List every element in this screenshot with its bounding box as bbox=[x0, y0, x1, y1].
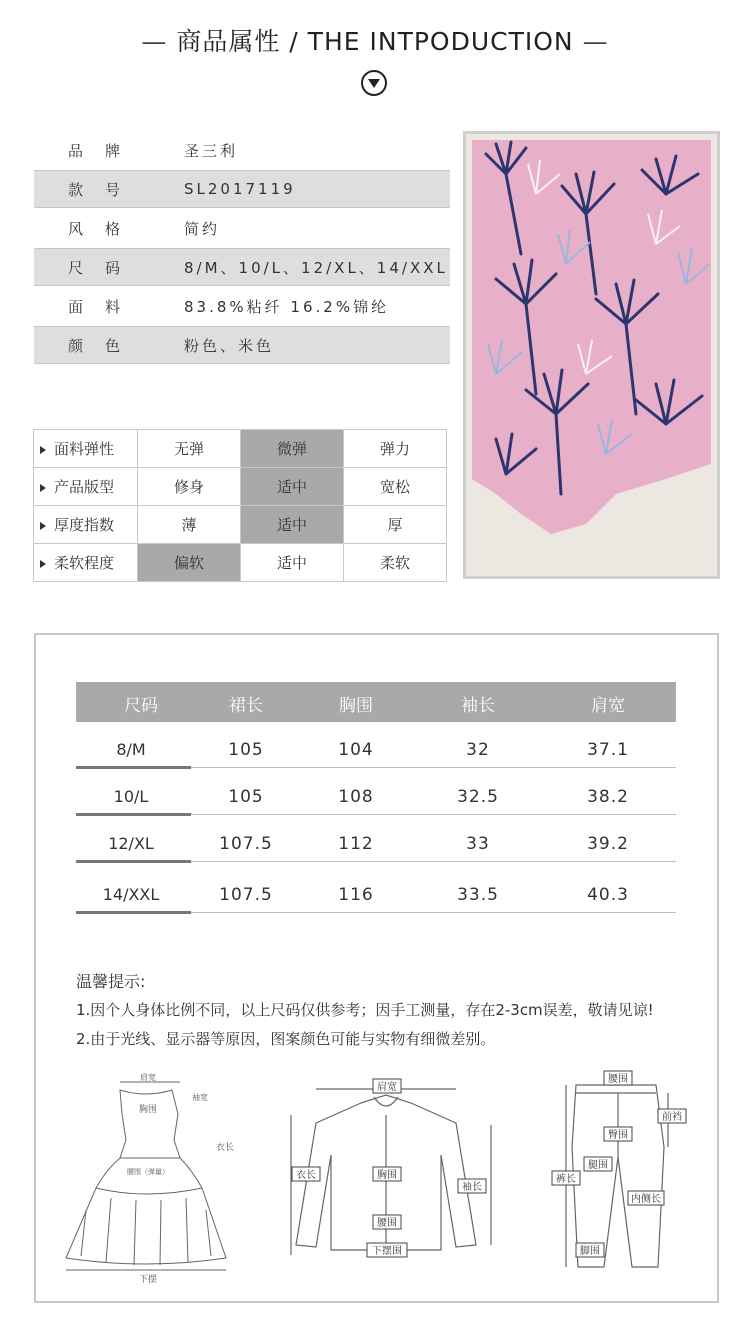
shirt-waist-label: 腰围 bbox=[377, 1218, 397, 1229]
dress-chest-label: 胸围 bbox=[138, 1105, 158, 1115]
row-divider-accent bbox=[76, 911, 191, 914]
feature-option-selected: 适中 bbox=[241, 468, 344, 506]
attr-value: 粉色、米色 bbox=[184, 336, 275, 355]
feature-row bbox=[34, 506, 447, 544]
shirt-hem-label: 下摆围 bbox=[372, 1246, 402, 1257]
attr-value: 简约 bbox=[184, 219, 221, 238]
feature-label-cell bbox=[34, 468, 138, 506]
table-row bbox=[76, 787, 676, 815]
attr-value: SL2017119 bbox=[184, 180, 296, 198]
table-row bbox=[76, 885, 676, 913]
attr-row-style-no bbox=[34, 170, 450, 208]
header-size: 尺码 bbox=[124, 696, 158, 716]
cell-value: 107.5 bbox=[219, 885, 273, 905]
dress-sleeve-label: 袖宽 bbox=[192, 1093, 208, 1102]
pants-length-label: 裤长 bbox=[556, 1174, 576, 1185]
attr-row-size bbox=[34, 248, 450, 286]
attr-row-style bbox=[34, 209, 450, 247]
header-shoulder: 肩宽 bbox=[591, 696, 625, 716]
feature-option: 无弹 bbox=[138, 430, 241, 468]
table-row bbox=[76, 740, 676, 768]
shirt-shoulder-label: 肩宽 bbox=[377, 1082, 397, 1093]
shirt-chest-label: 胸围 bbox=[377, 1170, 397, 1181]
fabric-photo bbox=[463, 131, 720, 579]
feature-option: 适中 bbox=[241, 544, 344, 582]
row-divider-accent bbox=[76, 860, 191, 863]
attr-key: 风格 bbox=[68, 219, 143, 238]
cell-value: 32.5 bbox=[457, 787, 499, 807]
feature-option: 柔软 bbox=[344, 544, 447, 582]
feature-option: 弹力 bbox=[344, 430, 447, 468]
chevron-down-icon bbox=[361, 70, 387, 96]
cell-value: 116 bbox=[338, 885, 374, 905]
feature-label: 面料弹性 bbox=[54, 440, 115, 458]
pants-thigh-label: 腿围 bbox=[588, 1160, 608, 1171]
attr-row-color bbox=[34, 326, 450, 364]
feature-option: 厚 bbox=[344, 506, 447, 544]
attr-row-brand bbox=[34, 131, 450, 169]
pants-leg-opening-label: 脚围 bbox=[580, 1246, 600, 1257]
cell-value: 107.5 bbox=[219, 834, 273, 854]
cell-value: 38.2 bbox=[587, 787, 629, 807]
header-sleeve: 袖长 bbox=[461, 696, 495, 716]
feature-label-cell bbox=[34, 430, 138, 468]
feature-label-cell bbox=[34, 506, 138, 544]
triangle-right-icon bbox=[40, 522, 46, 530]
feature-label: 柔软程度 bbox=[54, 554, 115, 572]
feature-row bbox=[34, 430, 447, 468]
attr-value: 83.8%粘纤 16.2%锦纶 bbox=[184, 297, 390, 316]
tips-title: 温馨提示: bbox=[76, 972, 146, 991]
header-dress-length: 裙长 bbox=[229, 696, 263, 716]
cell-size: 8/M bbox=[116, 740, 146, 759]
pants-front-rise-label: 前裆 bbox=[662, 1112, 682, 1123]
cell-value: 32 bbox=[466, 740, 490, 760]
dress-length-label: 衣长 bbox=[216, 1143, 235, 1153]
cell-value: 39.2 bbox=[587, 834, 629, 854]
cell-value: 112 bbox=[338, 834, 374, 854]
size-table-header bbox=[76, 682, 676, 722]
feature-label: 厚度指数 bbox=[54, 516, 115, 534]
dress-diagram bbox=[56, 1070, 236, 1285]
section-header bbox=[0, 22, 750, 58]
dress-shoulder-label: 肩宽 bbox=[140, 1073, 156, 1082]
feature-label-cell bbox=[34, 544, 138, 582]
shirt-length-label: 衣长 bbox=[296, 1170, 316, 1181]
row-divider-accent bbox=[76, 813, 191, 816]
feature-option: 薄 bbox=[138, 506, 241, 544]
feature-option-selected: 适中 bbox=[241, 506, 344, 544]
triangle-right-icon bbox=[40, 446, 46, 454]
triangle-right-icon bbox=[40, 484, 46, 492]
dress-waist-label: 腰围（弹量） bbox=[127, 1168, 169, 1176]
pants-hip-label: 臀围 bbox=[608, 1130, 628, 1141]
feature-option: 宽松 bbox=[344, 468, 447, 506]
feature-grid bbox=[33, 429, 447, 582]
pants-inseam-label: 内侧长 bbox=[631, 1194, 661, 1205]
table-row bbox=[76, 834, 676, 862]
feature-option: 修身 bbox=[138, 468, 241, 506]
cell-value: 108 bbox=[338, 787, 374, 807]
attr-key: 尺码 bbox=[68, 258, 143, 277]
cell-size: 12/XL bbox=[108, 834, 154, 853]
feature-label: 产品版型 bbox=[54, 478, 115, 496]
shirt-diagram bbox=[286, 1075, 496, 1265]
feature-option-selected: 微弹 bbox=[241, 430, 344, 468]
triangle-right-icon bbox=[40, 560, 46, 568]
tips-line-1: 1.因个人身体比例不同，以上尺码仅供参考；因手工测量，存在2-3cm误差，敬请见谅! bbox=[76, 1001, 654, 1019]
cell-value: 33.5 bbox=[457, 885, 499, 905]
attr-value: 8/M、10/L、12/XL、14/XXL bbox=[184, 258, 448, 277]
feature-row bbox=[34, 544, 447, 582]
attr-value: 圣三利 bbox=[184, 141, 239, 160]
pants-diagram bbox=[546, 1067, 696, 1279]
tips-line-2: 2.由于光线、显示器等原因，图案颜色可能与实物有细微差别。 bbox=[76, 1030, 496, 1048]
attr-key: 面料 bbox=[68, 297, 143, 316]
header-dash-left: — bbox=[141, 27, 168, 56]
feature-option-selected: 偏软 bbox=[138, 544, 241, 582]
tips-section bbox=[76, 967, 654, 1054]
shirt-sleeve-label: 袖长 bbox=[462, 1182, 482, 1193]
cell-value: 40.3 bbox=[587, 885, 629, 905]
cell-value: 33 bbox=[466, 834, 490, 854]
attr-key: 款号 bbox=[68, 180, 143, 199]
attr-key: 颜色 bbox=[68, 336, 143, 355]
attr-key: 品牌 bbox=[68, 141, 143, 160]
size-chart-panel bbox=[34, 633, 719, 1303]
cell-value: 37.1 bbox=[587, 740, 629, 760]
row-divider-accent bbox=[76, 766, 191, 769]
cell-size: 14/XXL bbox=[102, 885, 160, 904]
cell-size: 10/L bbox=[113, 787, 149, 806]
header-dash-right: — bbox=[582, 27, 609, 56]
feature-row bbox=[34, 468, 447, 506]
section-title: 商品属性 / THE INTPODUCTION bbox=[176, 27, 574, 56]
pants-waist-label: 腰围 bbox=[608, 1074, 628, 1085]
cell-value: 104 bbox=[338, 740, 374, 760]
attr-row-fabric bbox=[34, 287, 450, 325]
header-chest: 胸围 bbox=[339, 696, 373, 716]
cell-value: 105 bbox=[228, 787, 264, 807]
cell-value: 105 bbox=[228, 740, 264, 760]
dress-hem-label: 下摆 bbox=[138, 1275, 158, 1285]
